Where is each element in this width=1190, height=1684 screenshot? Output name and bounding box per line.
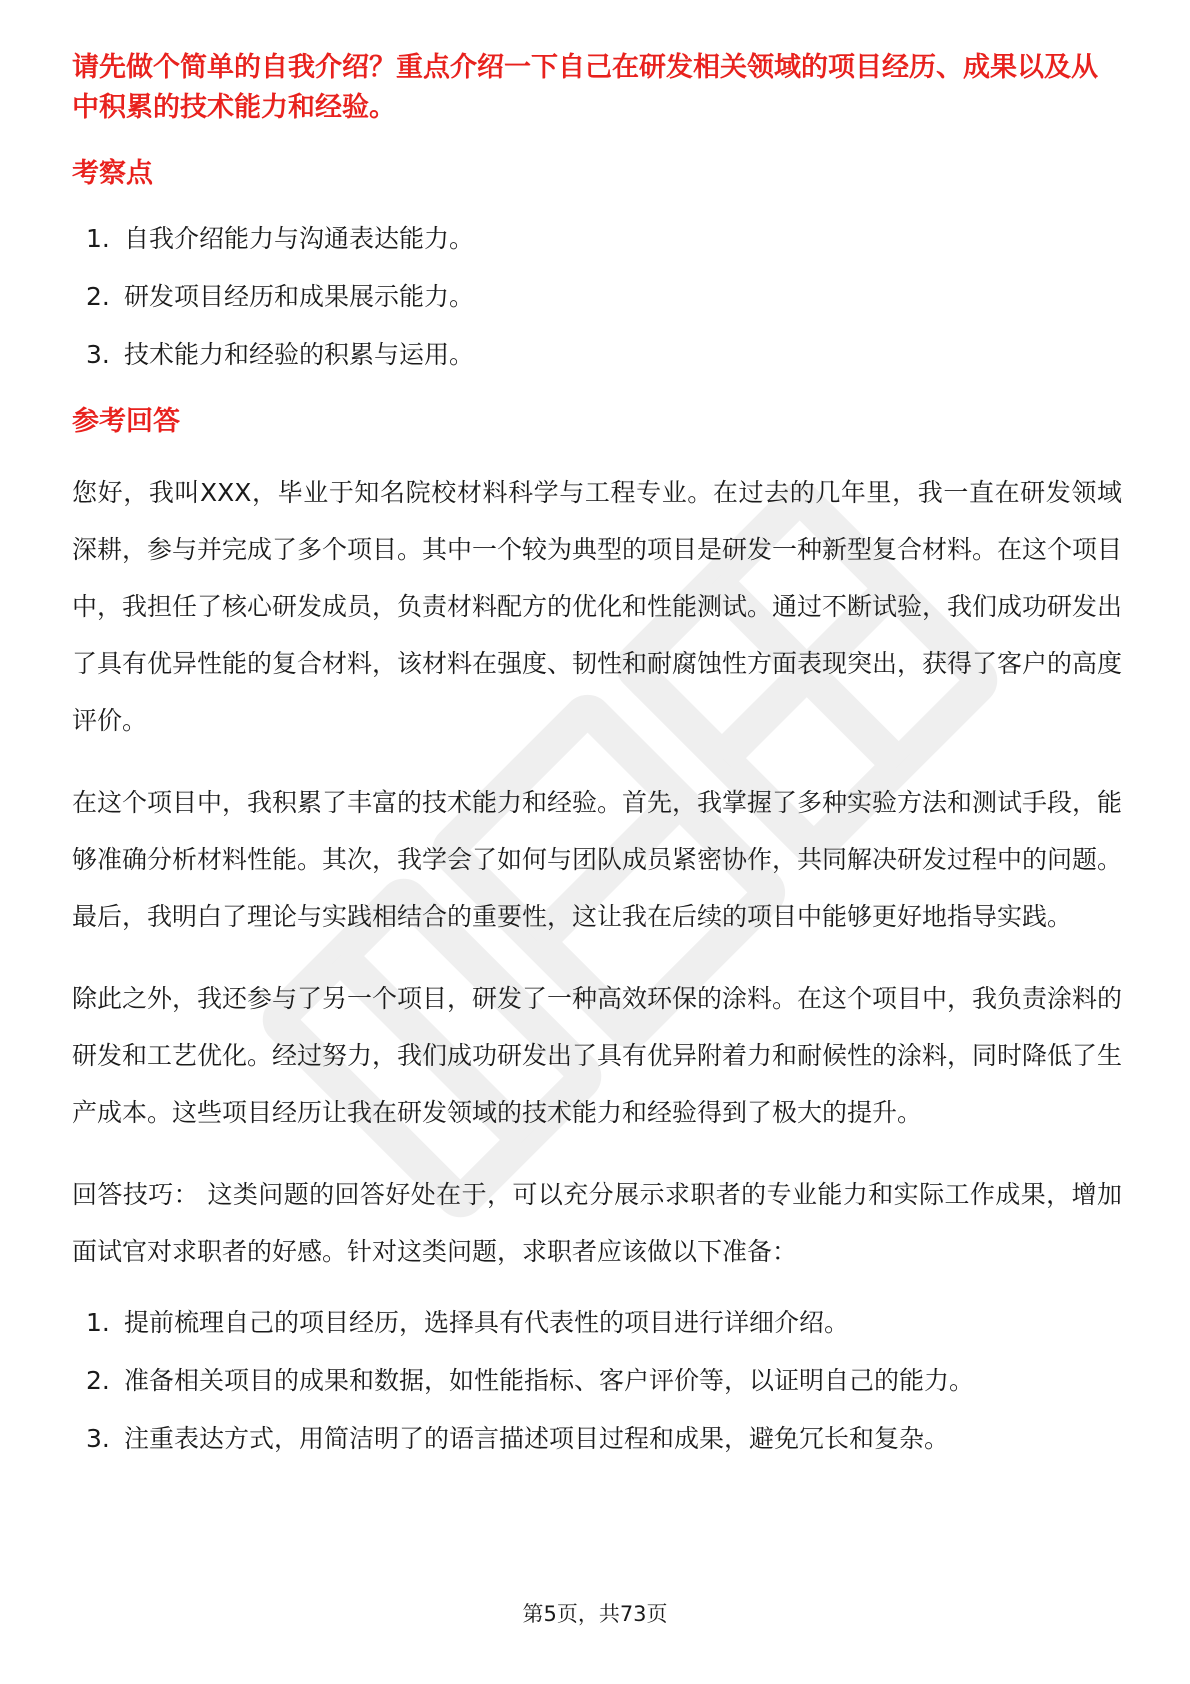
list-item-number: 1.: [86, 1308, 110, 1337]
page-number-footer: 第5页，共73页: [522, 1602, 668, 1626]
examination-points-list: [72, 218, 1122, 376]
document-content: [72, 48, 1122, 1476]
list-item-text: 注重表达方式，用简洁明了的语言描述项目过程和成果，避免冗长和复杂。: [124, 1424, 950, 1453]
list-item: [72, 218, 1122, 260]
list-item-text: 准备相关项目的成果和数据，如性能指标、客户评价等，以证明自己的能力。: [124, 1366, 975, 1395]
list-item-text: 提前梳理自己的项目经历，选择具有代表性的项目进行详细介绍。: [124, 1308, 850, 1337]
answer-tips-list: [72, 1302, 1122, 1460]
question-heading: 请先做个简单的自我介绍？重点介绍一下自己在研发相关领域的项目经历、成果以及从中积累的技术能力和经验。: [72, 52, 1098, 123]
list-item: [72, 1418, 1122, 1460]
list-item-number: 2.: [86, 282, 110, 311]
list-item: [72, 1302, 1122, 1344]
list-item-text: 技术能力和经验的积累与运用。: [124, 340, 475, 369]
list-item: [72, 334, 1122, 376]
list-item: [72, 1360, 1122, 1402]
list-item-number: 3.: [86, 1424, 110, 1453]
answer-paragraph: 除此之外，我还参与了另一个项目，研发了一种高效环保的涂料。在这个项目中，我负责涂料的研发和工艺优化。经过努力，我们成功研发出了具有优异附着力和耐候性的涂料，同时降低了生产成本。这些项目经历让我在研发领域的技术能力和经验得到了极大的提升。: [72, 984, 1123, 1127]
answer-paragraph: 您好，我叫XXX，毕业于知名院校材料科学与工程专业。在过去的几年里，我一直在研发领域深耕，参与并完成了多个项目。其中一个较为典型的项目是研发一种新型复合材料。在这个项目中，我担任了核心研发成员，负责材料配方的优化和性能测试。通过不断试验，我们成功研发出了具有优异性能的复合材料，该材料在强度、韧性和耐腐蚀性方面表现突出，获得了客户的高度评价。: [72, 478, 1123, 735]
list-item-text: 研发项目经历和成果展示能力。: [124, 282, 475, 311]
list-item-number: 3.: [86, 340, 110, 369]
list-item-text: 自我介绍能力与沟通表达能力。: [124, 224, 475, 253]
answer-tips-paragraph: 回答技巧： 这类问题的回答好处在于，可以充分展示求职者的专业能力和实际工作成果，增加面试官对求职者的好感。针对这类问题，求职者应该做以下准备：: [72, 1180, 1122, 1266]
section-title-examination-points: 考察点: [72, 158, 153, 189]
list-item: [72, 276, 1122, 318]
list-item-number: 2.: [86, 1366, 110, 1395]
answer-paragraph: 在这个项目中，我积累了丰富的技术能力和经验。首先，我掌握了多种实验方法和测试手段，能够准确分析材料性能。其次，我学会了如何与团队成员紧密协作，共同解决研发过程中的问题。最后，我明白了理论与实践相结合的重要性，这让我在后续的项目中能够更好地指导实践。: [72, 788, 1123, 931]
list-item-number: 1.: [86, 224, 110, 253]
section-title-reference-answer: 参考回答: [72, 406, 180, 437]
